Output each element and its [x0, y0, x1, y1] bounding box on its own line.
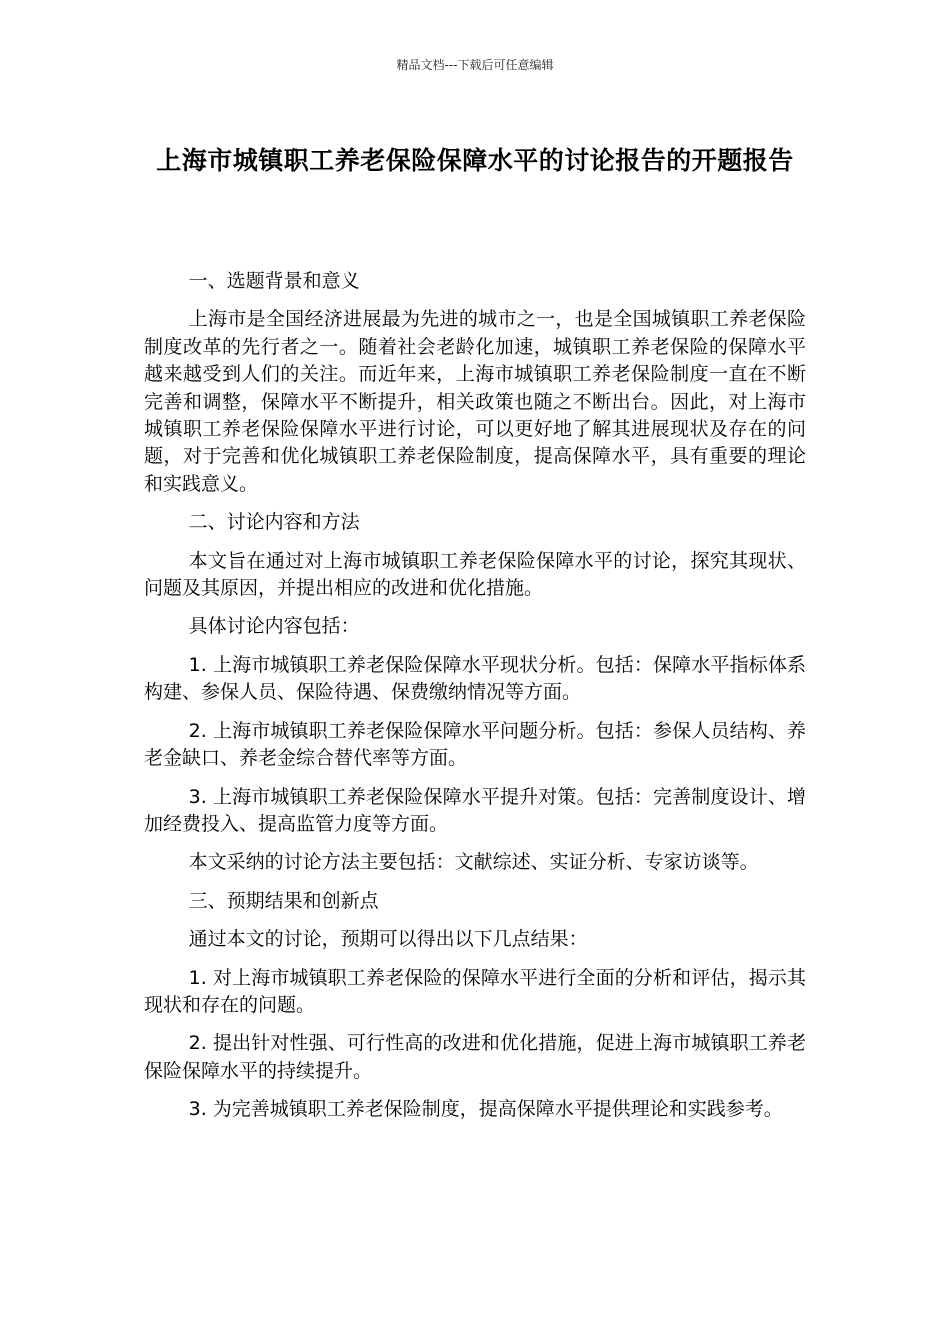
list-item: 3. 上海市城镇职工养老保险保障水平提升对策。包括：完善制度设计、增加经费投入、提高监管力度等方面。 — [144, 785, 806, 835]
paragraph: 具体讨论内容包括： — [188, 615, 360, 638]
paragraph: 本文旨在通过对上海市城镇职工养老保险保障水平的讨论，探究其现状、问题及其原因，并提出相应的改进和优化措施。 — [144, 549, 806, 600]
list-item: 2. 提出针对性强、可行性高的改进和优化措施，促进上海市城镇职工养老保险保障水平的持续提升。 — [144, 1032, 806, 1082]
list-item: 3. 为完善城镇职工养老保险制度，提高保障水平提供理论和实践参考。 — [188, 1098, 783, 1121]
list-item: 2. 上海市城镇职工养老保险保障水平问题分析。包括：参保人员结构、养老金缺口、养老金综合替代率等方面。 — [144, 719, 806, 770]
section-heading: 三、预期结果和创新点 — [188, 889, 379, 912]
section-heading: 二、讨论内容和方法 — [188, 511, 360, 534]
paragraph: 本文采纳的讨论方法主要包括：文献综述、实证分析、专家访谈等。 — [188, 851, 759, 874]
list-item: 1. 对上海市城镇职工养老保险的保障水平进行全面的分析和评估，揭示其现状和存在的问题。 — [144, 966, 806, 1016]
section-heading: 一、选题背景和意义 — [188, 270, 360, 292]
paragraph: 上海市是全国经济进展最为先进的城市之一，也是全国城镇职工养老保险制度改革的先行者之一。随着社会老龄化加速，城镇职工养老保险的保障水平越来越受到人们的关注。而近年来，上海市城镇职工养老保险制度一直在不断完善和调整，保障水平不断提升，相关政策也随之不断出台。因此，对上海市城镇职工养老保险保障水平进行讨论，可以更好地了解其进展现状及存在的问题，对于完善和优化城镇职工养老保险制度，提高保障水平，具有重要的理论和实践意义。 — [144, 308, 806, 495]
document-body — [144, 268, 806, 1135]
header-note: 精品文档---下载后可任意编辑 — [396, 58, 554, 72]
document-title: 上海市城镇职工养老保险保障水平的讨论报告的开题报告 — [156, 146, 794, 175]
list-item: 1. 上海市城镇职工养老保险保障水平现状分析。包括：保障水平指标体系构建、参保人员、保险待遇、保费缴纳情况等方面。 — [144, 653, 806, 704]
paragraph: 通过本文的讨论，预期可以得出以下几点结果： — [188, 928, 588, 951]
